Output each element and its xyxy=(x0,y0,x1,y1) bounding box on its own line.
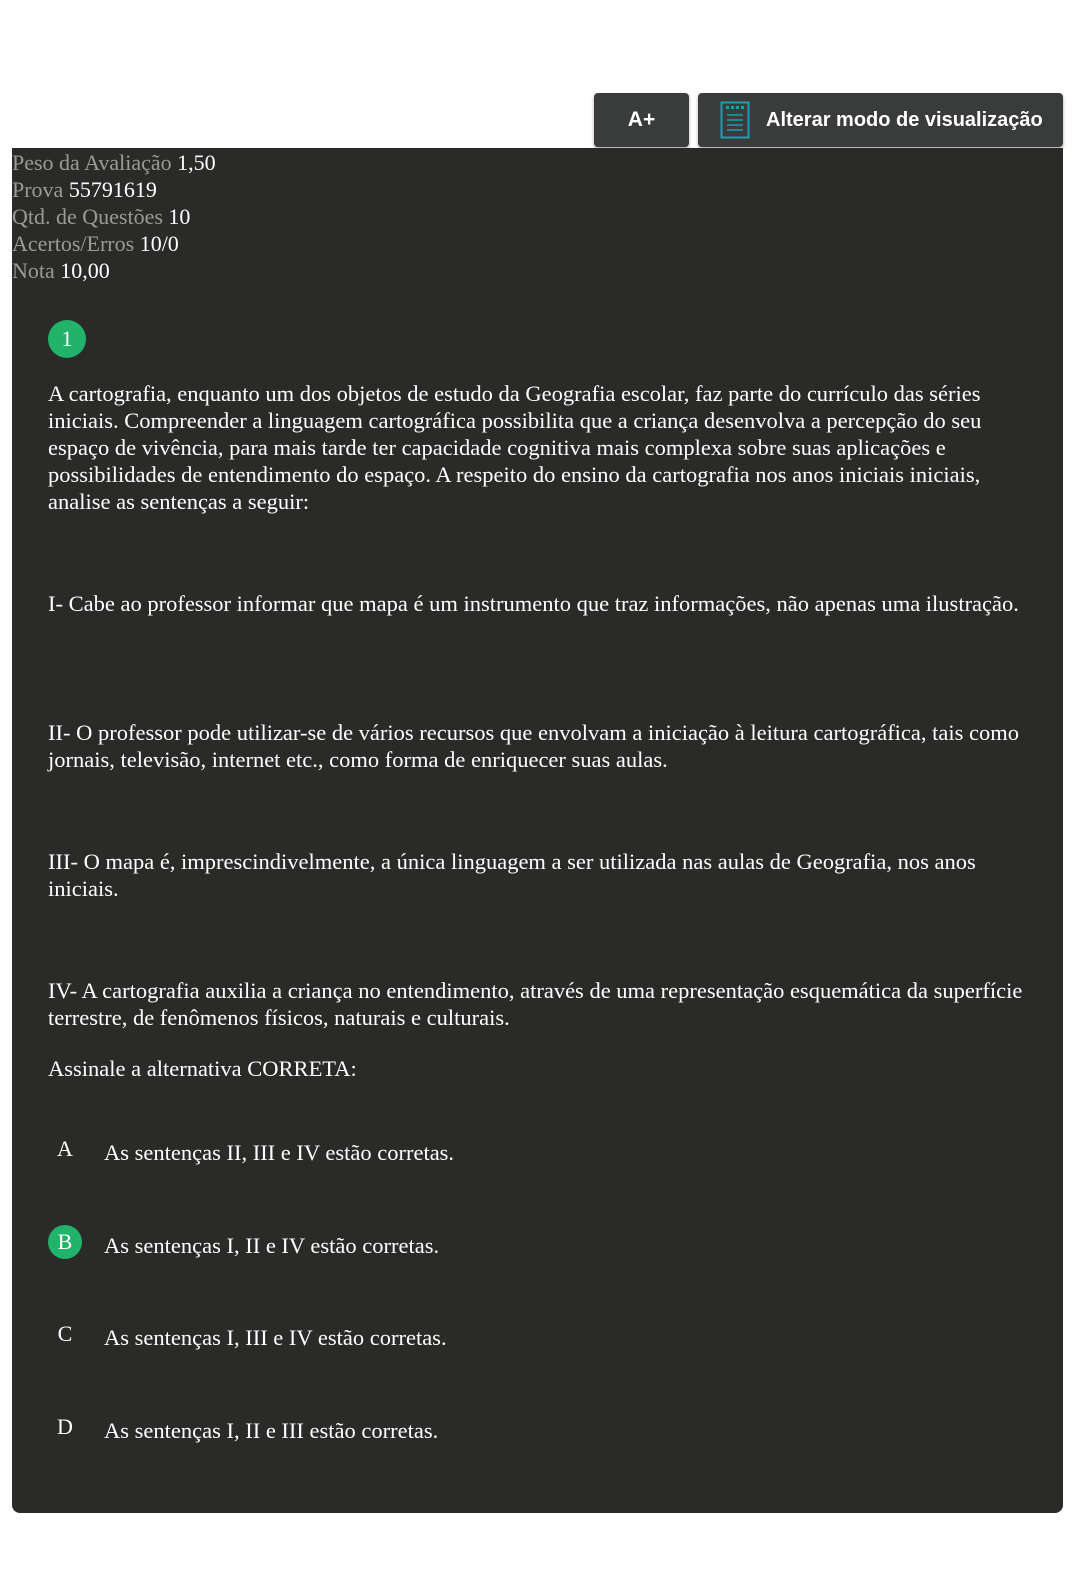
font-increase-button[interactable] xyxy=(594,93,689,147)
info-question-count xyxy=(12,203,1063,230)
question-sentence-4: IV- A cartografia auxilia a criança no entendimento, através de uma representação esquemática da superfície terrestre, de fenômenos físicos, naturais e culturais. xyxy=(48,978,1023,1030)
info-exam-label: Prova xyxy=(12,177,64,202)
info-exam xyxy=(12,176,1063,203)
question-prompt: Assinale a alternativa CORRETA: xyxy=(48,1056,357,1081)
alternative-b[interactable] xyxy=(48,1227,1038,1263)
document-list-icon xyxy=(720,101,750,139)
alternative-a[interactable] xyxy=(48,1134,1038,1170)
change-view-mode-button[interactable] xyxy=(698,93,1063,147)
question-sentence-1: I- Cabe ao professor informar que mapa é um instrumento que traz informações, não apenas uma ilustração. xyxy=(48,591,1019,616)
info-grade-label: Nota xyxy=(12,258,55,283)
alternative-c[interactable] xyxy=(48,1319,1038,1355)
exam-info-panel xyxy=(12,148,1063,284)
info-score xyxy=(12,230,1063,257)
info-question-count-label: Qtd. de Questões xyxy=(12,204,163,229)
info-score-label: Acertos/Erros xyxy=(12,231,135,256)
info-score-value: 10/0 xyxy=(139,231,179,256)
alternative-letter-selected: B xyxy=(48,1225,82,1259)
alternative-d[interactable] xyxy=(48,1412,1038,1448)
info-question-count-value: 10 xyxy=(168,204,191,229)
font-increase-label: A+ xyxy=(627,108,656,131)
question-card xyxy=(12,284,1063,1513)
info-grade xyxy=(12,257,1063,284)
info-exam-value: 55791619 xyxy=(68,177,157,202)
question-number-badge: 1 xyxy=(48,320,86,358)
alternative-letter: C xyxy=(57,1321,73,1346)
alternative-text: As sentenças I, II e IV estão corretas. xyxy=(104,1232,440,1258)
info-weight-label: Peso da Avaliação xyxy=(12,150,172,175)
alternative-letter: D xyxy=(57,1414,73,1439)
info-weight-value: 1,50 xyxy=(177,150,216,175)
alternative-text: As sentenças II, III e IV estão corretas. xyxy=(104,1139,455,1165)
question-sentence-2: II- O professor pode utilizar-se de vários recursos que envolvam a iniciação à leitura cartográfica, tais como jornais, televisão, internet etc., como forma de enriquecer suas aulas. xyxy=(48,720,1020,772)
question-statement: A cartografia, enquanto um dos objetos de estudo da Geografia escolar, faz parte do currículo das séries iniciais. Compreender a linguagem cartográfica possibilita que a criança desenvolva a percepção do seu espaço de vivência, para mais tarde ter capacidade cognitiva mais complexa sobre suas aplicações e possibilidades de entendimento do espaço. A respeito do ensino da cartografia nos anos iniciais iniciais, analise as sentenças a seguir: xyxy=(48,381,982,514)
question-sentence-3: III- O mapa é, imprescindivelmente, a única linguagem a ser utilizada nas aulas de Geografia, nos anos iniciais. xyxy=(48,849,976,901)
info-grade-value: 10,00 xyxy=(60,258,110,283)
alternative-text: As sentenças I, II e III estão corretas. xyxy=(104,1417,439,1443)
change-view-mode-label: Alterar modo de visualização xyxy=(766,108,1043,131)
alternative-text: As sentenças I, III e IV estão corretas. xyxy=(104,1324,447,1350)
info-weight xyxy=(12,149,1063,176)
alternative-letter: A xyxy=(57,1136,73,1161)
